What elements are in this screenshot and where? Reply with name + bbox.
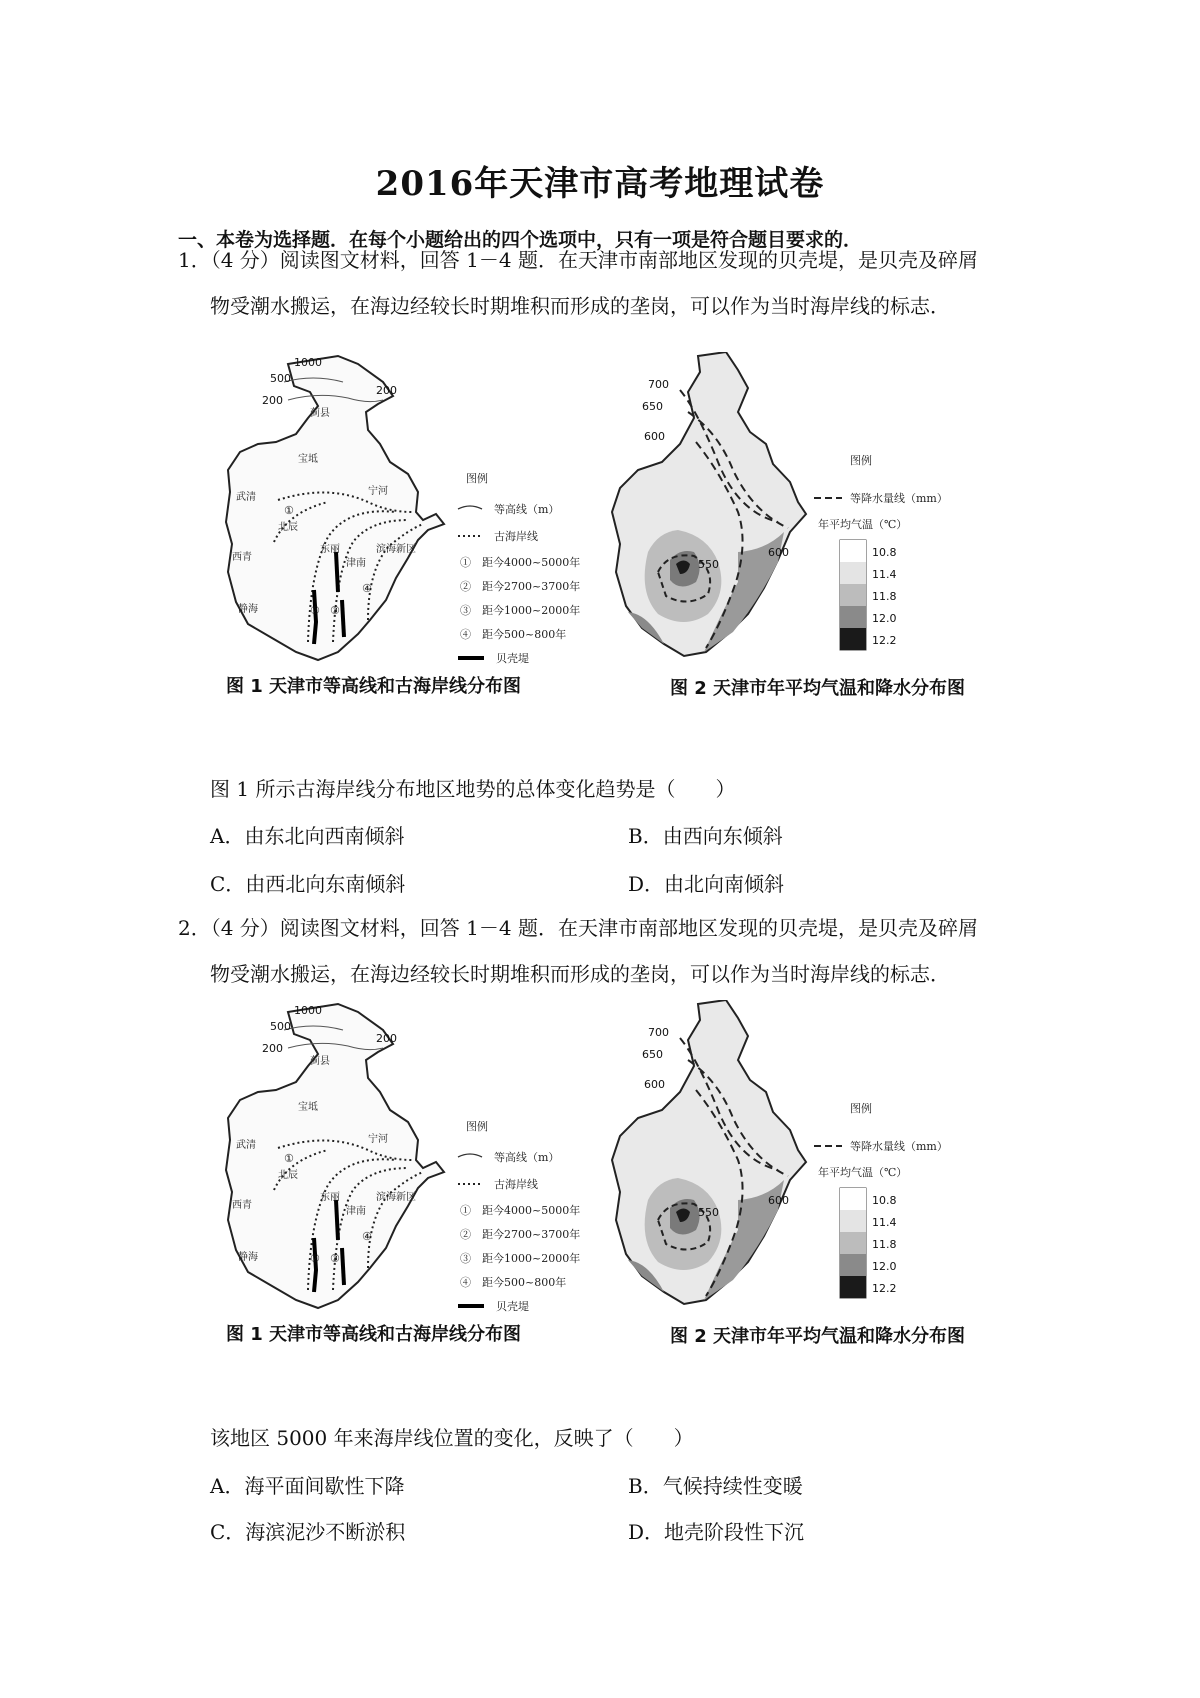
q2-place-jixian: 蓟县 [310,1056,330,1067]
legend-period-2: ② 距今2700~3700年 [460,580,581,593]
q2-legend-period-2: ② 距今2700~3700年 [460,1228,581,1241]
figure1-caption: 图 1 天津市等高线和古海岸线分布图 [226,676,522,697]
q2-figures [218,1000,1040,1360]
q2-legend-contour: 等高线（m） [494,1151,560,1164]
q2-legend-shell-ridge: 贝壳堤 [496,1300,529,1313]
temp-value-3: 11.8 [872,590,897,603]
isohyet-600-label-east: 600 [768,546,789,559]
temp-swatch-5 [840,628,866,650]
contour-200-label-west: 200 [262,394,283,407]
q2-figure1-legend [458,1119,580,1313]
q2-place-jinghai: 静海 [238,1252,258,1263]
legend-period-3: ③ 距今1000~2000年 [460,604,581,617]
place-jixian: 蓟县 [310,408,330,419]
q1-figure-svg [218,352,1040,712]
figure2-legend [814,453,948,650]
q1-option-c[interactable]: C．由西北向东南倾斜 [210,872,406,896]
q2-marker-4: ④ [362,1230,372,1243]
legend-contour: 等高线（m） [494,503,560,516]
place-dongli: 东丽 [320,544,340,555]
q2-temp-value-4: 12.0 [872,1260,897,1273]
isohyet-600-label-north: 600 [644,430,665,443]
q2-option-a[interactable]: A．海平面间歇性下降 [210,1474,405,1498]
page-title: 2016年天津市高考地理试卷 [375,164,825,204]
q2-figure2-legend-title: 图例 [850,1102,872,1115]
q2-legend-period-4: ④ 距今500~800年 [460,1276,567,1289]
q2-temp-value-5: 12.2 [872,1282,897,1295]
place-beichen: 北辰 [278,522,298,533]
figure2-caption: 图 2 天津市年平均气温和降水分布图 [670,678,966,699]
q1-figures [218,352,1040,712]
q2-place-binhai: 滨海新区 [376,1192,416,1203]
q1-option-a[interactable]: A．由东北向西南倾斜 [210,824,405,848]
q2-legend-temperature: 年平均气温（℃） [818,1166,908,1179]
q1-intro-line1: 1．（4 分）阅读图文材料，回答 1－4 题．在天津市南部地区发现的贝壳堤，是贝壳及碎屑 [178,248,978,272]
q2-place-dongli: 东丽 [320,1192,340,1203]
marker-1: ① [284,504,294,517]
figure2-legend-title: 图例 [850,454,872,467]
figure1-map [226,356,444,660]
place-baodi: 宝坻 [298,454,318,465]
q2-figure-svg [218,1000,1040,1360]
q2-temp-swatch-5 [840,1276,866,1298]
legend-isohyet: 等降水量线（mm） [850,492,948,505]
section-instruction: 一、本卷为选择题．在每个小题给出的四个选项中，只有一项是符合题目要求的． [178,229,863,251]
q2-temp-swatch-2 [840,1210,866,1232]
q2-figure1-map [226,1004,444,1308]
q2-figure1-caption: 图 1 天津市等高线和古海岸线分布图 [226,1324,522,1345]
q2-option-d[interactable]: D．地壳阶段性下沉 [628,1520,805,1544]
q2-legend-period-1: ① 距今4000~5000年 [460,1204,581,1217]
q2-place-baodi: 宝坻 [298,1102,318,1113]
q1-option-d[interactable]: D．由北向南倾斜 [628,872,785,896]
q2-legend-period-3: ③ 距今1000~2000年 [460,1252,581,1265]
temp-value-1: 10.8 [872,546,897,559]
marker-2: ② [310,604,320,617]
temp-value-4: 12.0 [872,612,897,625]
q2-marker-2: ② [310,1252,320,1265]
q2-isohyet-650-label: 650 [642,1048,663,1061]
q2-place-jinnan: 津南 [346,1206,366,1217]
place-binhai: 滨海新区 [376,544,416,555]
q2-isohyet-700-label: 700 [648,1026,669,1039]
contour-1000-label: 1000 [294,356,322,369]
q2-intro-line1: 2．（4 分）阅读图文材料，回答 1－4 题．在天津市南部地区发现的贝壳堤，是贝壳及碎屑 [178,916,978,940]
legend-coastline: 古海岸线 [494,530,538,543]
legend-period-1: ① 距今4000~5000年 [460,556,581,569]
place-jinnan: 津南 [346,558,366,569]
q2-temp-value-3: 11.8 [872,1238,897,1251]
q2-stem: 该地区 5000 年来海岸线位置的变化，反映了（ ） [210,1426,694,1450]
temp-value-5: 12.2 [872,634,897,647]
q2-option-b[interactable]: B．气候持续性变暖 [628,1474,803,1498]
q2-contour-200-label-west: 200 [262,1042,283,1055]
figure2-map [612,352,806,656]
q2-intro-line2: 物受潮水搬运，在海边经较长时期堆积而形成的垄岗，可以作为当时海岸线的标志． [210,962,950,986]
q2-figure2-legend [814,1101,948,1298]
legend-shell-ridge: 贝壳堤 [496,652,529,665]
q2-contour-200-label-east: 200 [376,1032,397,1045]
isohyet-550-label: 550 [698,558,719,571]
q2-place-ninghe: 宁河 [368,1134,388,1145]
q2-temp-value-2: 11.4 [872,1216,897,1229]
temp-swatch-2 [840,562,866,584]
isohyet-700-label: 700 [648,378,669,391]
q2-place-wuqing: 武清 [236,1140,256,1151]
place-jinghai: 静海 [238,604,258,615]
q2-place-xiqing: 西青 [232,1200,252,1211]
q2-isohyet-600-label-north: 600 [644,1078,665,1091]
q2-isohyet-550-label: 550 [698,1206,719,1219]
place-xiqing: 西青 [232,552,252,563]
q2-place-beichen: 北辰 [278,1170,298,1181]
q1-intro-line2: 物受潮水搬运，在海边经较长时期堆积而形成的垄岗，可以作为当时海岸线的标志． [210,294,950,318]
q2-legend-coastline: 古海岸线 [494,1178,538,1191]
legend-temperature: 年平均气温（℃） [818,518,908,531]
temp-value-2: 11.4 [872,568,897,581]
q2-contour-500-label: 500 [270,1020,291,1033]
temp-swatch-1 [840,540,866,562]
q2-temp-swatch-1 [840,1188,866,1210]
figure1-legend-title: 图例 [466,472,488,485]
q2-temp-swatch-3 [840,1232,866,1254]
q2-isohyet-600-label-east: 600 [768,1194,789,1207]
q2-temp-swatch-4 [840,1254,866,1276]
marker-4: ④ [362,582,372,595]
contour-500-label: 500 [270,372,291,385]
q2-marker-1: ① [284,1152,294,1165]
q2-legend-isohyet: 等降水量线（mm） [850,1140,948,1153]
q2-contour-1000-label: 1000 [294,1004,322,1017]
q1-stem: 图 1 所示古海岸线分布地区地势的总体变化趋势是（ ） [210,777,736,801]
contour-200-label-east: 200 [376,384,397,397]
q2-marker-3: ③ [330,1252,340,1265]
q2-temp-value-1: 10.8 [872,1194,897,1207]
q2-option-c[interactable]: C．海滨泥沙不断淤积 [210,1520,406,1544]
isohyet-650-label: 650 [642,400,663,413]
place-ninghe: 宁河 [368,486,388,497]
temp-swatch-3 [840,584,866,606]
q2-figure2-map [612,1000,806,1304]
q2-figure1-legend-title: 图例 [466,1120,488,1133]
q2-figure2-caption: 图 2 天津市年平均气温和降水分布图 [670,1326,966,1347]
legend-period-4: ④ 距今500~800年 [460,628,567,641]
temp-swatch-4 [840,606,866,628]
place-wuqing: 武清 [236,492,256,503]
figure1-legend [458,471,580,665]
q1-option-b[interactable]: B．由西向东倾斜 [628,824,783,848]
marker-3: ③ [330,604,340,617]
